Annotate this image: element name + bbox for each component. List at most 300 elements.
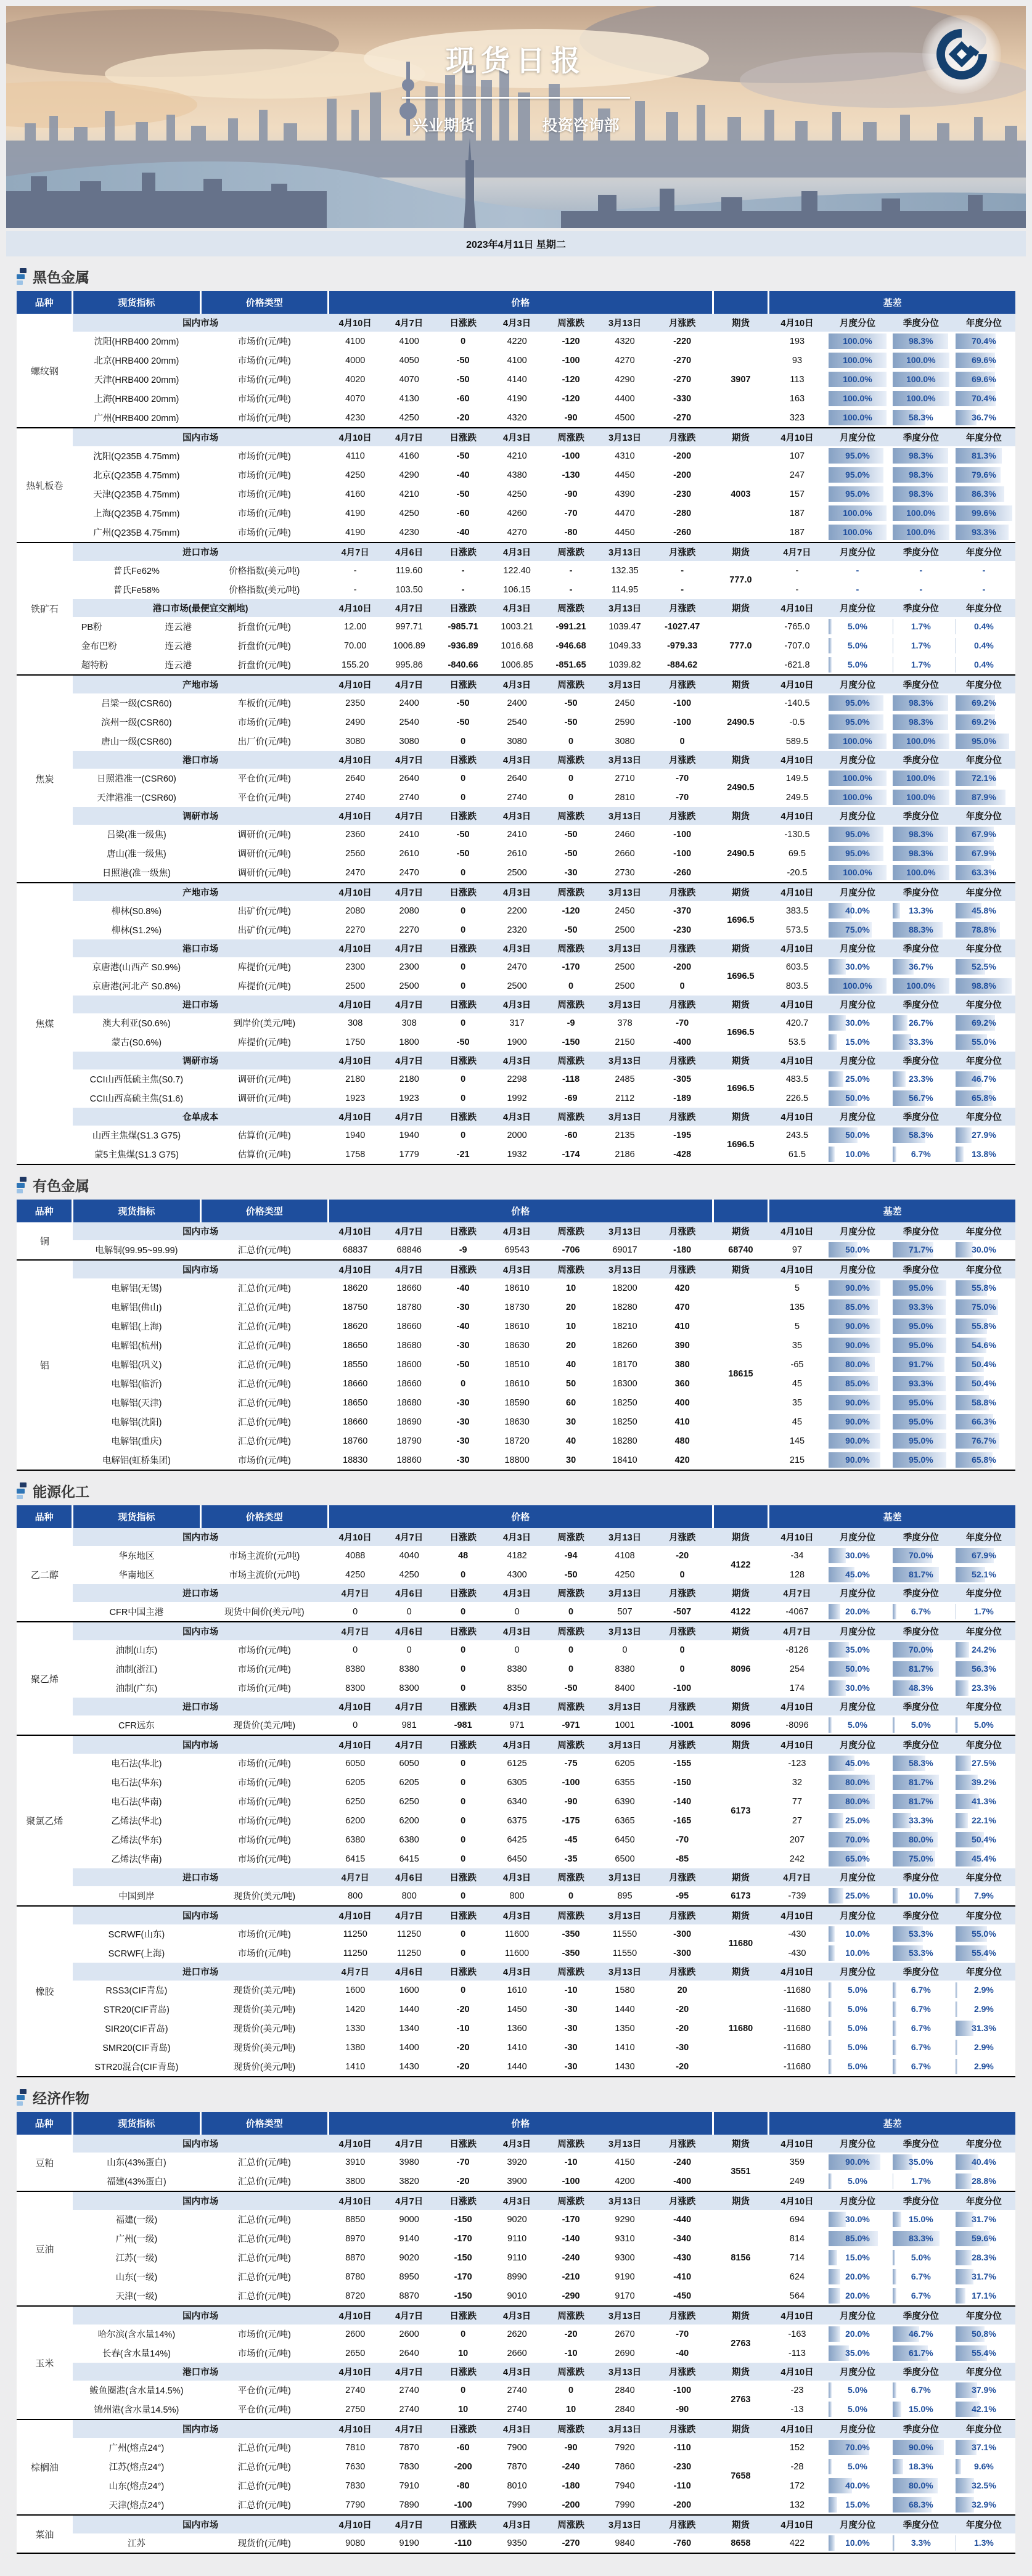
price-cell: 2840 [598,2400,652,2419]
percentile-cell: 90.0% [825,1278,890,1298]
market-subheader-row: 调研市场 4月10日 4月7日 日涨跌 4月3日 周涨跌 3月13日 月涨跌 期货 4月10日 月度分位 季度分位 年度分位 [17,1052,1015,1069]
percentile-cell: 79.6% [952,465,1015,485]
basis-cell: 93 [769,351,825,370]
basis-cell: 694 [769,2210,825,2229]
price-cell: 8350 [490,1678,544,1698]
change-cell: -10 [436,2019,489,2038]
percentile-cell: 5.0% [825,1715,890,1735]
percentile-cell: 1.7% [890,617,952,636]
price-cell: 6205 [598,1754,652,1773]
indicator-cell: PB粉 连云港 [73,617,200,636]
change-cell: -100 [652,1678,713,1698]
indicator-cell: 北京(Q235B 4.75mm) [73,465,200,485]
price-cell: 2270 [328,920,382,939]
price-cell: 2740 [382,2381,436,2400]
indicator-cell: 油制(山东) [73,1640,200,1659]
change-cell: 10 [436,2400,489,2419]
percentile-cell: 100.0% [825,732,890,751]
price-cell: 2320 [490,920,544,939]
basis-cell: -20.5 [769,863,825,883]
price-cell: 2500 [328,976,382,996]
price-cell: 4140 [490,370,544,389]
market-label: 调研市场 [73,1052,329,1069]
price-type-cell: 汇总价(元/吨) [200,1355,328,1374]
price-cell: 18690 [382,1412,436,1431]
price-type-cell: 市场价(元/吨) [200,1924,328,1944]
price-cell: 2470 [382,863,436,883]
change-cell: -30 [436,1450,489,1470]
percentile-cell: 5.0% [825,617,890,636]
percentile-cell: 69.2% [952,713,1015,732]
percentile-cell: 100.0% [825,332,890,351]
col-futures-gap [713,1505,769,1528]
percentile-cell: 80.0% [890,2476,952,2495]
table-row [17,1431,1015,1450]
variety-cell: 铁矿石 [17,542,73,675]
percentile-cell: 36.7% [890,957,952,976]
indicator-cell: 中国到岸 [73,1886,200,1906]
percentile-cell: 3.3% [890,2533,952,2553]
table-row [17,2286,1015,2306]
market-label: 港口市场 [73,751,329,769]
indicator-cell: 日照港准一(CSR60) [73,769,200,788]
price-cell: 18720 [490,1431,544,1450]
price-cell: 155.20 [328,655,382,675]
change-cell: -200 [652,2495,713,2515]
price-cell: 18830 [328,1450,382,1470]
percentile-cell: 5.0% [825,2172,890,2191]
table-row [17,351,1015,370]
indicator-cell: 电石法(华东) [73,1773,200,1792]
change-cell: -50 [436,485,489,504]
percentile-cell: 50.4% [952,1830,1015,1849]
percentile-cell: 30.0% [825,1546,890,1565]
indicator-cell: STR20(CIF青岛) [73,2000,200,2019]
price-cell: 8380 [382,1659,436,1678]
table-row [17,1032,1015,1052]
indicator-cell: 上海(HRB400 20mm) [73,389,200,408]
percentile-cell: 1.7% [890,636,952,655]
percentile-cell: 23.3% [952,1678,1015,1698]
indicator-cell: 华南地区 [73,1565,200,1584]
indicator-cell: 金布巴粉 连云港 [73,636,200,655]
price-cell: 6305 [490,1773,544,1792]
indicator-cell: 广州(HRB400 20mm) [73,408,200,428]
basis-cell: 69.5 [769,844,825,863]
percentile-cell: 45.0% [825,1754,890,1773]
percentile-cell: 50.0% [825,1240,890,1260]
change-cell: -430 [652,2248,713,2267]
change-cell: -100 [652,844,713,863]
percentile-cell: 55.4% [952,2344,1015,2363]
percentile-cell: 35.0% [825,2344,890,2363]
percentile-cell: - [825,580,890,599]
price-type-cell: 市场价(元/吨) [200,504,328,523]
futures-cell: 2490.5 [713,693,769,751]
percentile-cell: 36.7% [952,408,1015,428]
change-cell: -50 [436,370,489,389]
market-subheader-row: 港口市场 4月10日 4月7日 日涨跌 4月3日 周涨跌 3月13日 月涨跌 期货 4月10日 月度分位 季度分位 年度分位 [17,939,1015,957]
change-cell: 40 [544,1431,597,1450]
indicator-cell: 电解铝(杭州) [73,1336,200,1355]
percentile-cell: - [890,580,952,599]
change-cell: -9 [436,1240,489,1260]
market-subheader-row: 焦煤 产地市场 4月10日 4月7日 日涨跌 4月3日 周涨跌 3月13日 月涨跌 期货 4月10日 月度分位 季度分位 年度分位 [17,883,1015,901]
indicator-cell: CFR远东 [73,1715,200,1735]
col-basis: 基差 [769,1200,1015,1222]
price-cell: 8720 [328,2286,382,2306]
col-indicator: 现货指标 [73,1505,200,1528]
price-cell: 2640 [490,769,544,788]
price-cell: 8990 [490,2267,544,2286]
indicator-cell: SMR20(CIF青岛) [73,2038,200,2057]
change-cell: -70 [652,1830,713,1849]
price-cell: 9190 [598,2267,652,2286]
price-cell: 2560 [328,844,382,863]
price-cell: 2400 [382,693,436,713]
change-cell: -400 [652,1032,713,1052]
price-cell: 7940 [598,2476,652,2495]
percentile-cell: 20.0% [825,2267,890,2286]
table-row [17,976,1015,996]
col-price: 价格 [328,291,713,314]
price-cell: 9290 [598,2210,652,2229]
futures-cell: 3551 [713,2153,769,2191]
table-header-row [17,1200,1015,1222]
col-indicator: 现货指标 [73,2112,200,2135]
section-bullet-icon [17,1177,27,1193]
table-row [17,2533,1015,2553]
change-cell: 390 [652,1336,713,1355]
table-row [17,863,1015,883]
price-type-cell: 汇总价(元/吨) [200,2172,328,2191]
price-cell: 9010 [490,2286,544,2306]
change-cell: -110 [436,2533,489,2553]
price-cell: 4500 [598,408,652,428]
change-cell: 20 [544,1298,597,1317]
change-cell: -290 [544,2286,597,2306]
price-type-cell: 现货价(元/吨) [200,2533,328,2553]
price-cell: 18660 [328,1374,382,1393]
price-type-cell: 市场价(元/吨) [200,2325,328,2344]
price-type-cell: 库提价(元/吨) [200,1032,328,1052]
indicator-cell: 电解铝(虹桥集团) [73,1450,200,1470]
change-cell: 0 [544,788,597,807]
basis-cell: 814 [769,2229,825,2248]
price-cell: 18660 [328,1412,382,1431]
section-bullet-icon [17,2089,27,2106]
table-row [17,1355,1015,1374]
futures-cell: 6173 [713,1754,769,1868]
basis-cell: -11680 [769,2000,825,2019]
percentile-cell: 6.7% [890,2267,952,2286]
change-cell: -946.68 [544,636,597,655]
basis-cell: -430 [769,1924,825,1944]
price-cell: 9020 [490,2210,544,2229]
percentile-cell: 52.1% [952,1565,1015,1584]
price-cell: 18550 [328,1355,382,1374]
col-price: 价格 [328,2112,713,2135]
basis-cell: 603.5 [769,957,825,976]
change-cell: 0 [652,1565,713,1584]
price-type-cell: 调研价(元/吨) [200,1089,328,1108]
percentile-cell: 45.0% [825,1565,890,1584]
basis-cell: - [769,580,825,599]
change-cell: -200 [652,957,713,976]
price-cell: 6415 [328,1849,382,1868]
basis-cell: -13 [769,2400,825,2419]
commodity-group-聚氯乙烯 [17,1735,1015,1906]
market-label: 国内市场 [73,1906,329,1924]
change-cell: 0 [544,769,597,788]
price-cell: 4400 [598,389,652,408]
market-label: 国内市场 [73,1222,329,1240]
change-cell: 0 [652,1659,713,1678]
price-cell: 895 [598,1886,652,1906]
change-cell: -30 [652,2038,713,2057]
change-cell: -40 [436,465,489,485]
price-cell: 2500 [490,863,544,883]
price-type-cell: 市场价(元/吨) [200,1849,328,1868]
basis-cell: 132 [769,2495,825,2515]
price-cell: 2450 [598,901,652,920]
table-row [17,1412,1015,1431]
price-cell: 2470 [328,863,382,883]
change-cell: -760 [652,2533,713,2553]
price-cell: 18610 [490,1374,544,1393]
change-cell: -210 [544,2267,597,2286]
change-cell: -50 [436,351,489,370]
change-cell: -884.62 [652,655,713,675]
price-cell: 18680 [382,1393,436,1412]
price-cell: 69017 [598,1240,652,1260]
indicator-cell: 北京(HRB400 20mm) [73,351,200,370]
basis-cell: 113 [769,370,825,389]
percentile-cell: 100.0% [825,408,890,428]
change-cell: -140 [544,2229,597,2248]
price-cell: 9000 [382,2210,436,2229]
change-cell: -240 [652,2153,713,2172]
percentile-cell: 18.3% [890,2457,952,2476]
change-cell: -260 [652,523,713,542]
indicator-cell: RSS3(CIF青岛) [73,1981,200,2000]
change-cell: -30 [436,1412,489,1431]
price-cell: 4110 [328,446,382,465]
percentile-cell: 5.0% [825,2400,890,2419]
price-cell: 1923 [382,1089,436,1108]
price-cell: 2730 [598,863,652,883]
market-subheader-row: 聚乙烯 国内市场 4月7日 4月6日 日涨跌 4月3日 周涨跌 3月13日 月涨跌 期货 4月7日 月度分位 季度分位 年度分位 [17,1622,1015,1640]
percentile-cell: 88.3% [890,920,952,939]
price-cell: 4182 [490,1546,544,1565]
indicator-cell: 普氏Fe62% [73,561,200,580]
change-cell: 0 [436,1565,489,1584]
price-cell: 2500 [598,957,652,976]
price-cell: 18280 [598,1298,652,1317]
col-variety: 品种 [17,1200,73,1222]
table-row [17,446,1015,465]
change-cell: -305 [652,1069,713,1089]
change-cell: -170 [436,2267,489,2286]
basis-cell: -163 [769,2325,825,2344]
futures-cell: 2763 [713,2325,769,2363]
indicator-cell: SCRWF(上海) [73,1944,200,1963]
basis-cell: 207 [769,1830,825,1849]
price-cell: 106.15 [490,580,544,599]
price-cell: 6365 [598,1811,652,1830]
percentile-cell: 50.0% [825,1089,890,1108]
price-cell: 2450 [598,693,652,713]
market-subheader-row: 港口市场(最便宜交割地) 4月10日 4月7日 日涨跌 4月3日 周涨跌 3月13日 月涨跌 期货 4月10日 月度分位 季度分位 年度分位 [17,599,1015,617]
futures-cell: 1696.5 [713,1126,769,1164]
change-cell: 0 [436,901,489,920]
price-cell: 7630 [328,2457,382,2476]
price-cell: 11250 [382,1944,436,1963]
variety-cell: 玉米 [17,2306,73,2419]
price-cell: 8300 [328,1678,382,1698]
basis-cell: -4067 [769,1602,825,1622]
percentile-cell: 1.7% [952,1602,1015,1622]
indicator-cell: 天津(熔点24°) [73,2495,200,2515]
table-row [17,1126,1015,1145]
basis-cell: -11680 [769,1981,825,2000]
price-cell: 18600 [382,1355,436,1374]
percentile-cell: 65.8% [952,1450,1015,1470]
table-row [17,2229,1015,2248]
change-cell: -200 [652,465,713,485]
basis-cell: 803.5 [769,976,825,996]
percentile-cell: 70.0% [890,1640,952,1659]
change-cell: -50 [544,1565,597,1584]
percentile-cell: 6.7% [890,1602,952,1622]
price-type-cell: 汇总价(元/吨) [200,2210,328,2229]
table-row [17,1830,1015,1849]
price-cell: 8850 [328,2210,382,2229]
futures-cell: 68740 [713,1240,769,1260]
change-cell: -350 [544,1924,597,1944]
price-type-cell: 平仓价(元/吨) [200,788,328,807]
change-cell: 0 [436,788,489,807]
price-cell: 4210 [490,446,544,465]
basis-cell: -113 [769,2344,825,2363]
col-basis: 基差 [769,2112,1015,2135]
change-cell: -10 [544,2153,597,2172]
col-indicator: 现货指标 [73,1200,200,1222]
change-cell: - [652,580,713,599]
price-type-cell: 市场主流价(元/吨) [200,1565,328,1584]
price-type-cell: 汇总价(元/吨) [200,1393,328,1412]
change-cell: -851.65 [544,655,597,675]
price-cell: 4040 [382,1546,436,1565]
commodity-table [17,2112,1015,2554]
price-cell: 1779 [382,1145,436,1164]
percentile-cell: 31.3% [952,2019,1015,2038]
variety-cell: 橡胶 [17,1906,73,2077]
change-cell: -20 [436,2057,489,2077]
change-cell: -230 [652,920,713,939]
title-divider [402,97,630,99]
basis-cell: - [769,561,825,580]
table-row [17,769,1015,788]
percentile-cell: 39.2% [952,1773,1015,1792]
table-row [17,1849,1015,1868]
price-cell: 7830 [328,2476,382,2495]
price-cell: 997.71 [382,617,436,636]
change-cell: -50 [544,825,597,844]
price-cell: 4200 [598,2172,652,2191]
price-cell: 6450 [490,1849,544,1868]
change-cell: -110 [652,2438,713,2457]
indicator-cell: 天津(Q235B 4.75mm) [73,485,200,504]
percentile-cell: 45.4% [952,1849,1015,1868]
futures-cell: 7658 [713,2438,769,2515]
price-cell: 1750 [328,1032,382,1052]
change-cell: -150 [436,2248,489,2267]
change-cell: -10 [544,1981,597,2000]
price-cell: 11600 [490,1924,544,1944]
table-row [17,2038,1015,2057]
change-cell: -230 [652,2457,713,2476]
price-cell: 1800 [382,1032,436,1052]
change-cell: -180 [652,1240,713,1260]
percentile-cell: 65.0% [825,1849,890,1868]
variety-cell: 焦炭 [17,675,73,883]
change-cell: -90 [544,2438,597,2457]
futures-cell: 4122 [713,1546,769,1584]
price-cell: 18730 [490,1298,544,1317]
indicator-cell: 电解铝(临沂) [73,1374,200,1393]
market-label: 国内市场 [73,2515,329,2533]
price-cell: 18790 [382,1431,436,1450]
percentile-cell: 25.0% [825,1069,890,1089]
market-label: 国内市场 [73,2306,329,2325]
price-cell: 18280 [598,1431,652,1450]
table-row [17,1145,1015,1164]
percentile-cell: 100.0% [825,769,890,788]
change-cell: 380 [652,1355,713,1374]
indicator-cell: 山东(一级) [73,2267,200,2286]
price-cell: 18680 [382,1336,436,1355]
indicator-cell: 广州(一级) [73,2229,200,2248]
price-cell: 8380 [598,1659,652,1678]
price-type-cell: 车板价(元/吨) [200,693,328,713]
price-cell: 18630 [490,1412,544,1431]
change-cell: -100 [544,446,597,465]
price-cell: 6050 [328,1754,382,1773]
market-label: 进口市场 [73,1963,329,1981]
basis-cell: 135 [769,1298,825,1317]
price-type-cell: 现货价(美元/吨) [200,2038,328,2057]
basis-cell: -140.5 [769,693,825,713]
change-cell: -189 [652,1089,713,1108]
price-cell: 2540 [382,713,436,732]
change-cell: -936.89 [436,636,489,655]
price-cell: 0 [598,1640,652,1659]
percentile-cell: 33.3% [890,1032,952,1052]
change-cell: -100 [436,2495,489,2515]
market-label: 国内市场 [73,2135,329,2153]
percentile-cell: 75.0% [825,920,890,939]
price-cell: 4260 [490,504,544,523]
price-type-cell: 市场价(元/吨) [200,2344,328,2363]
percentile-cell: 98.3% [890,446,952,465]
price-cell: 2410 [382,825,436,844]
change-cell: -120 [544,332,597,351]
change-cell: -60 [436,389,489,408]
price-cell: 1410 [328,2057,382,2077]
change-cell: -20 [652,2019,713,2038]
market-subheader-row: 铝 国内市场 4月10日 4月7日 日涨跌 4月3日 周涨跌 3月13日 月涨跌 期货 4月10日 月度分位 季度分位 年度分位 [17,1260,1015,1278]
